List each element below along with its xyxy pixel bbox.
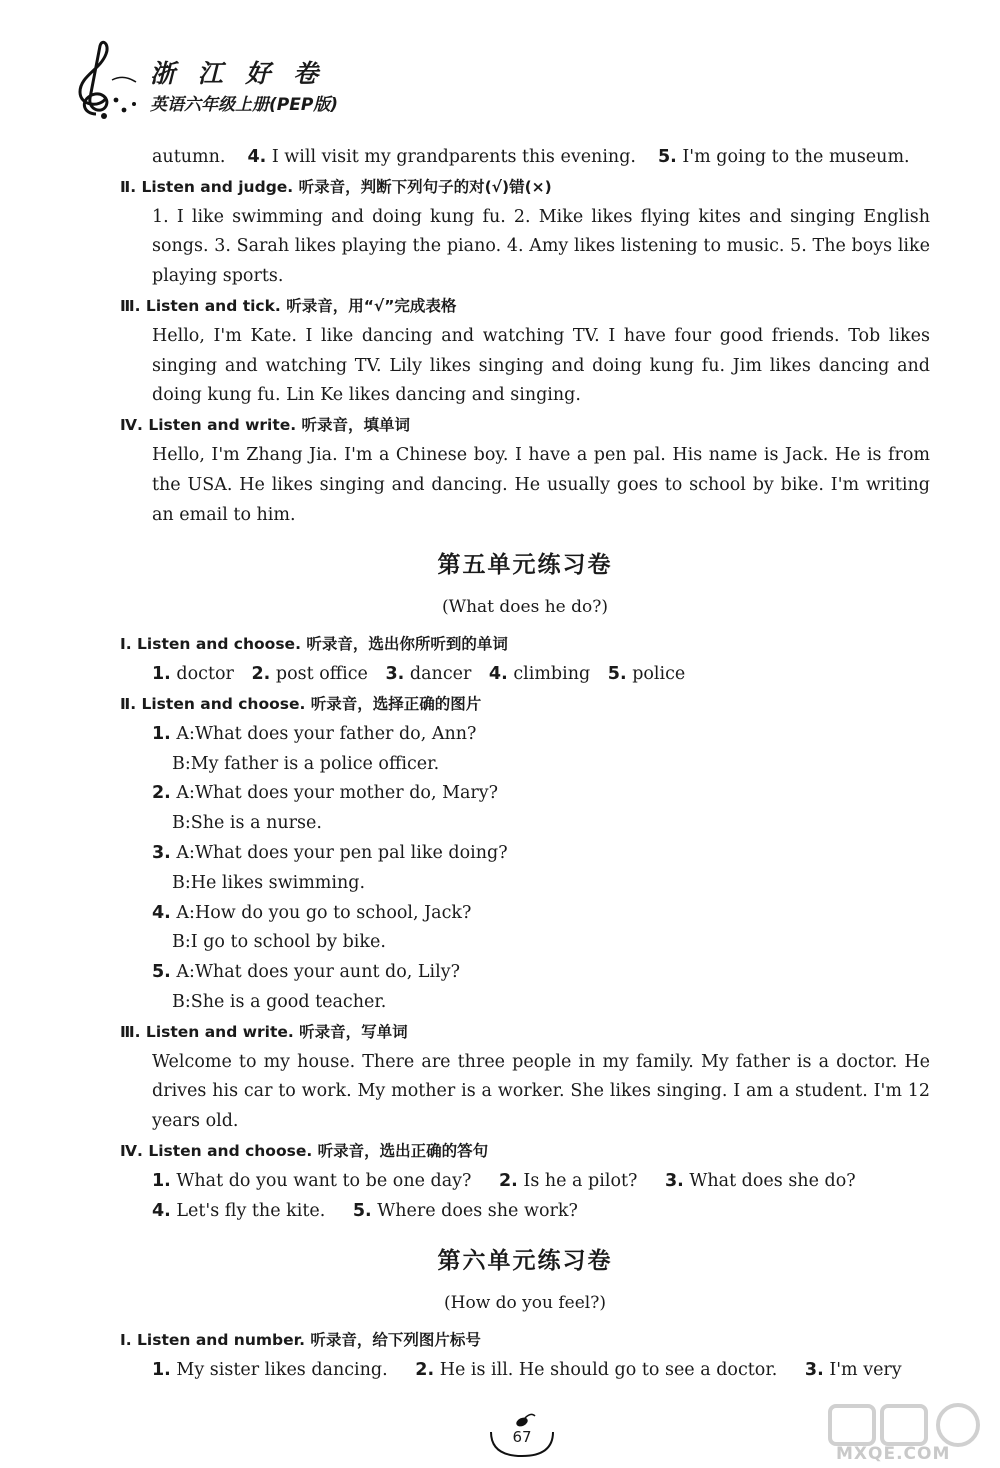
continued-line: [120, 143, 930, 173]
item-number: 4.: [247, 147, 267, 167]
section-heading: Ⅲ. Listen and write. 听录音，写单词: [120, 1022, 408, 1041]
page-number: [487, 1412, 557, 1458]
dialog-line: 3. A:What does your pen pal like doing?: [152, 842, 508, 863]
dialog-line: 2. A:What does your mother do, Mary?: [152, 783, 499, 804]
dialog-line: B:She is a good teacher.: [172, 991, 387, 1012]
dialog-line: 5. A:What does your aunt do, Lily?: [152, 962, 461, 983]
section-heading: Ⅱ. Listen and choose. 听录音，选择正确的图片: [120, 694, 482, 713]
dialog-line: B:I go to school by bike.: [172, 932, 386, 953]
item-number: 5.: [657, 147, 677, 167]
answer-list: 1. What do you want to be one day? 2. Is he a pilot? 3. What does she do?: [152, 1170, 856, 1191]
book-title: 浙 江 好 卷: [150, 59, 326, 88]
section-paragraph: 1. I like swimming and doing kung fu. 2. Mike likes flying kites and singing English songs. 3. Sarah likes playing the piano. 4. Amy likes listening to music. 5. The boys like playing sports.: [152, 206, 930, 287]
word-item: post office: [275, 664, 368, 685]
word-item: dancer: [409, 664, 472, 685]
item-number: 1.: [152, 664, 171, 685]
section-heading: Ⅰ. Listen and choose. 听录音，选出你所听到的单词: [120, 635, 508, 654]
book-subtitle: 英语六年级上册(PEP版): [150, 95, 339, 115]
book-header: [66, 40, 386, 120]
item-number: 3.: [385, 664, 405, 685]
dialog-line: 4. A:How do you go to school, Jack?: [152, 902, 472, 923]
section-heading: Ⅳ. Listen and write. 听录音，填单词: [120, 416, 411, 435]
word-item: climbing: [513, 664, 591, 685]
page-content: [120, 143, 930, 1386]
answer-list: 4. Let's fly the kite. 5. Where does she work?: [152, 1200, 578, 1221]
section-paragraph: Hello, I'm Kate. I like dancing and watching TV. I have four good friends. Tob likes singing and watching TV. Lily likes singing and doing kung fu. Jim likes dancing and doing kung fu. Lin Ke likes dancing and singing.: [152, 325, 930, 406]
watermark-text: MXQE.COM: [836, 1444, 951, 1464]
section-heading: Ⅳ. Listen and choose. 听录音，选出正确的答句: [120, 1141, 489, 1160]
section-heading: Ⅱ. Listen and judge. 听录音，判断下列句子的对(√)错(×): [120, 177, 552, 196]
word-item: doctor: [176, 664, 234, 685]
unit-subtitle: (What does he do?): [441, 597, 608, 618]
dialog-line: B:My father is a police officer.: [172, 753, 440, 774]
item-number: 2.: [251, 664, 271, 685]
treble-clef-icon: [66, 40, 150, 120]
unit-subtitle: (How do you feel?): [444, 1293, 606, 1314]
section-paragraph: Hello, I'm Zhang Jia. I'm a Chinese boy. I have a pen pal. His name is Jack. He is from the USA. He likes singing and dancing. He usually goes to school by bike. I'm writing an email to him.: [152, 444, 930, 525]
item-number: 5.: [607, 664, 627, 685]
unit-title: 第六单元练习卷: [437, 1248, 613, 1275]
word-item: police: [632, 664, 686, 685]
section-heading: Ⅲ. Listen and tick. 听录音，用“√”完成表格: [120, 296, 457, 315]
text-fragment: autumn.: [152, 147, 226, 167]
watermark: [810, 1400, 1000, 1468]
dialog-line: B:She is a nurse.: [172, 813, 322, 834]
page-number-text: 67: [512, 1428, 532, 1446]
number-list: 1. My sister likes dancing. 2. He is ill. He should go to see a doctor. 3. I'm very: [152, 1360, 902, 1381]
dialog-line: B:He likes swimming.: [172, 872, 366, 893]
item-number: 4.: [488, 664, 508, 685]
section-heading: Ⅰ. Listen and number. 听录音，给下列图片标号: [120, 1331, 481, 1350]
word-list: [120, 660, 930, 690]
dialog-line: 1. A:What does your father do, Ann?: [152, 723, 477, 744]
text-fragment: I'm going to the museum.: [676, 147, 910, 167]
watermark-logo-icon: [810, 1400, 1000, 1450]
section-paragraph: Welcome to my house. There are three people in my family. My father is a doctor. He drives his car to work. My mother is a worker. She likes singing. I am a student. I'm 12 years old.: [152, 1051, 930, 1132]
text-fragment: I will visit my grandparents this evening.: [266, 147, 636, 167]
unit-title: 第五单元练习卷: [437, 552, 613, 579]
